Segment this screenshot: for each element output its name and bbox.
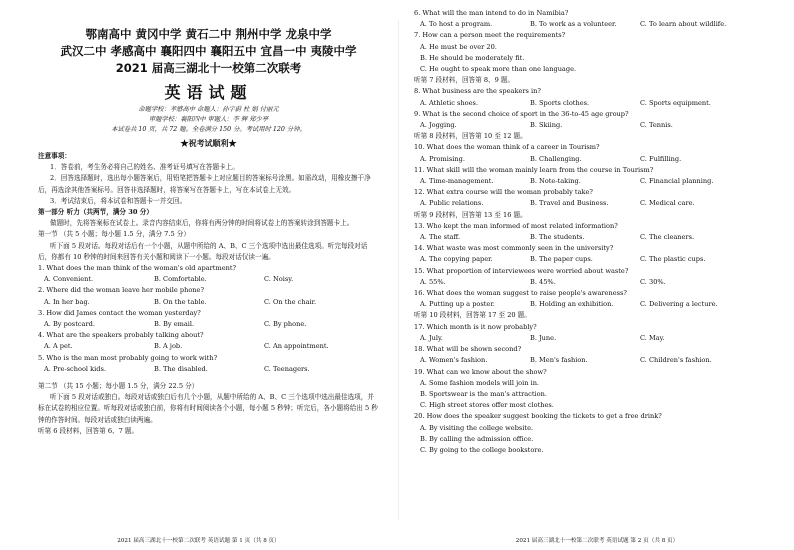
option-c: C. By phone. [264,320,307,329]
question-item [38,285,379,307]
listen-instruction: 听第 9 段材料，回答第 13 至 16 题。 [414,210,527,219]
option-a: A. Time-management. [420,177,494,186]
option-c: C. Tennis. [640,121,673,130]
question-text: 13. Who kept the man informed of most related information? [414,221,618,230]
option-b: B. By email. [154,320,195,329]
option-row [38,341,379,352]
school-line-2: 武汉二中 孝感高中 襄阳四中 襄阳五中 宜昌一中 夷陵中学 [60,44,357,58]
option-c: C. Children's fashion. [640,356,712,365]
option-b: B. Holding an exhibition. [530,300,614,309]
question-item [38,263,379,285]
question-item [414,243,780,265]
option-c: C. High street stores offer most clothes. [420,401,554,410]
meta-line: 本试卷共 10 页，共 72 题。全卷满分 150 分。考试用时 120 分钟。 [111,126,306,133]
option-row [38,319,379,330]
option-c: C. An appointment. [264,342,329,351]
question-item [38,308,379,330]
option-a: A. Pre-school kids. [44,364,106,373]
option-row [38,274,379,285]
school-list [38,26,379,60]
option-a: A. By visiting the college website. [420,423,534,432]
question-list [38,263,379,375]
option-c: C. Delivering a lecture. [640,300,718,309]
option-b: B. June. [530,333,557,342]
option-b: B. Men's fashion. [530,356,588,365]
question-text: 9. What is the second choice of sport in the 36-to-45 age group? [414,109,629,118]
option-b: B. Travel and Business. [530,199,609,208]
option-c: C. Medical care. [640,199,695,208]
option-a: A. To host a program. [420,20,493,29]
question-item [414,288,780,310]
question-text: 8. What business are the speakers in? [414,87,541,96]
option-c: C. To learn about wildlife. [640,20,727,29]
option-row [38,364,379,375]
option-a: A. Athletic shoes. [420,98,479,107]
question-item [414,266,780,288]
question-item [414,86,780,108]
option-c: C. 30%. [640,277,666,286]
option-a: A. Promising. [420,154,465,163]
note-item: 3．考试结束后，将本试卷和答题卡一并交回。 [50,196,187,205]
meta-line: 命题学校：孝感高中 命题人：孙宇蔚 杜 娟 付丽元 [138,106,279,113]
subject-title: 英语试题 [164,83,253,102]
option-b: B. A job. [154,342,183,351]
question-item [414,344,780,366]
question-text: 15. What proportion of interviewees were worried about waste? [414,266,629,275]
question-list [414,8,780,456]
page-footer: 2021 届高三湖北十一校第二次联考 英语试题 第 1 页（共 8 页） [117,538,280,544]
question-text: 11. What skill will the woman mainly learn from the course in Tourism? [414,165,654,174]
listen-instruction: 听第 10 段材料，回答第 17 至 20 题。 [414,311,531,320]
option-b: B. Comfortable. [154,275,207,284]
question-item [414,142,780,164]
option-a: A. Women's fashion. [420,356,488,365]
section2-title: 第二节 （共 15 小题；每小题 1.5 分，满分 22.5 分） [38,382,199,391]
page-divider [398,20,399,520]
part1-desc: 做题时，先将答案标在试卷上。录音内容结束后，你将有两分钟的时间将试卷上的答案转涂到答题卡上。 [50,219,354,228]
option-a: A. July. [420,333,443,342]
option-b: B. Sports clothes. [530,98,590,107]
option-b: B. Skiing. [530,121,563,130]
notes-title: 注意事项： [38,152,71,160]
option-a: A. He must be over 20. [420,42,497,51]
option-c: C. Sports equipment. [640,98,711,107]
section2-desc: 听下面 5 段对话或独白。每段对话或独白后有几个小题，从题中所给的 A、B、C 三个选项中选出最佳选项，并标在试卷的相应位置。听每段对话或独白前，你将有时间阅读各个小题，每小题 5 秒钟；听完后，各小题将给出 5 秒钟的作答时间。每段对话或独白读两遍。 [38,393,378,424]
question-text: 5. Who is the man most probably going to work with? [38,353,218,362]
option-b: B. The students. [530,233,585,242]
question-item [414,411,780,456]
listen-instruction: 听第 8 段材料，回答第 10 至 12 题。 [414,132,527,141]
option-c: C. By going to the college bookstore. [420,445,544,454]
option-b: B. By calling the admission office. [420,434,534,443]
question-text: 6. What will the man intend to do in Namibia? [414,9,569,17]
option-b: B. Note-taking. [530,177,581,186]
note-item: 2．回答选择题时，选出每小题答案后，用铅笔把答题卡上对应题目的答案标号涂黑。如需改动，用橡皮擦干净后，再选涂其他答案标号。回答非选择题时，将答案写在答题卡上，写在本试卷上无效。 [38,174,371,194]
question-text: 17. Which month is it now probably? [414,322,537,331]
option-b: B. The paper cups. [530,255,593,264]
option-row [414,98,780,109]
option-row [414,299,780,310]
question-text: 18. What will be shown second? [414,345,522,354]
question-text: 7. How can a person meet the requirements? [414,31,566,40]
option-b: B. To work as a volunteer. [530,20,617,29]
option-a: A. Public relations. [420,199,484,208]
option-b: B. On the table. [154,297,207,306]
question-text: 20. How does the speaker suggest booking the tickets to get a free drink? [414,412,662,421]
school-line-1: 鄂南高中 黄冈中学 黄石二中 荆州中学 龙泉中学 [85,27,332,41]
option-row [414,154,780,165]
option-a: A. By postcard. [44,320,95,329]
question-item [414,187,780,209]
option-a: A. A pet. [44,342,73,351]
option-c: C. May. [640,333,665,342]
question-item [414,109,780,131]
listen-instruction: 听第 7 段材料，回答第 8、9 题。 [414,76,515,85]
option-row [414,232,780,243]
question-item [414,8,780,30]
question-item [414,221,780,243]
option-b: B. He should be moderately fit. [420,53,525,62]
question-text: 10. What does the woman think of a career in Tourism? [414,143,600,152]
option-row [38,297,379,308]
option-a: A. Putting up a poster. [420,300,495,309]
option-c: C. The cleaners. [640,233,695,242]
option-c: C. Teenagers. [264,364,310,373]
option-row [414,120,780,131]
option-a: A. The copying paper. [420,255,493,264]
option-c: C. On the chair. [264,297,317,306]
meta-info [38,105,379,135]
option-c: C. He ought to speak more than one language. [420,65,577,74]
option-c: C. Fulfilling. [640,154,682,163]
note-item: 1．答卷前，考生务必将自己的姓名、准考证号填写在答题卡上。 [50,163,239,172]
option-a: A. The staff. [420,233,461,242]
question-item [414,30,780,75]
option-b: B. Challenging. [530,154,582,163]
option-row [414,198,780,209]
question-text: 3. How did James contact the woman yesterday? [38,308,201,317]
option-row [414,176,780,187]
part1-title: 第一部分 听力（共两节，满分 30 分） [38,208,153,217]
meta-line: 审题学校：襄阳四中 审题人：李 辉 郑少亭 [148,116,269,123]
option-row [414,355,780,366]
section1-title: 第一节 （共 5 小题；每小题 1.5 分，满分 7.5 分） [38,230,190,239]
option-a: A. In her bag. [44,297,90,306]
question-text: 4. What are the speakers probably talking about? [38,331,204,340]
option-row [414,277,780,288]
good-luck-line: ★祝考试顺利★ [180,138,237,148]
option-c: C. The plastic cups. [640,255,706,264]
exam-title: 2021 届高三湖北十一校第二次联考 [115,61,302,75]
question-item [414,165,780,187]
question-text: 16. What does the woman suggest to raise people's awareness? [414,289,627,298]
question-item [38,330,379,352]
question-item [38,353,379,375]
question-text: 1. What does the man think of the woman's old apartment? [38,264,237,273]
question-text: 19. What can we know about the show? [414,367,547,376]
question-text: 12. What extra course will the woman probably take? [414,188,593,197]
option-row [414,19,780,30]
option-a: A. Jogging. [420,121,457,130]
option-b: B. The disabled. [154,364,208,373]
option-c: C. Noisy. [264,275,294,284]
option-c: C. Financial planning. [640,177,714,186]
option-a: A. Some fashion models will join in. [420,378,540,387]
listen-instruction: 听第 6 段材料，回答第 6、7 题。 [38,426,139,435]
question-item [414,322,780,344]
option-a: A. Convenient. [44,275,94,284]
option-b: B. Sportswear is the man's attraction. [420,389,547,398]
question-item [414,367,780,412]
option-row [414,333,780,344]
question-text: 2. Where did the woman leave her mobile phone? [38,286,204,295]
option-a: A. 55%. [420,277,446,286]
question-text: 14. What waste was most commonly seen in the university? [414,244,614,253]
option-row [414,254,780,265]
page-footer: 2021 届高三湖北十一校第二次联考 英语试题 第 2 页（共 8 页） [515,538,679,544]
option-b: B. 45%. [530,277,556,286]
section1-desc: 听下面 5 段对话。每段对话后有一个小题，从题中所给的 A、B、C 三个选项中选出最佳选项。听完每段对话后，你都有 10 秒钟的时间来回答有关小题和阅读下一小题。每段对话仅读一遍。 [38,241,368,261]
exam-page-2 [400,0,794,550]
